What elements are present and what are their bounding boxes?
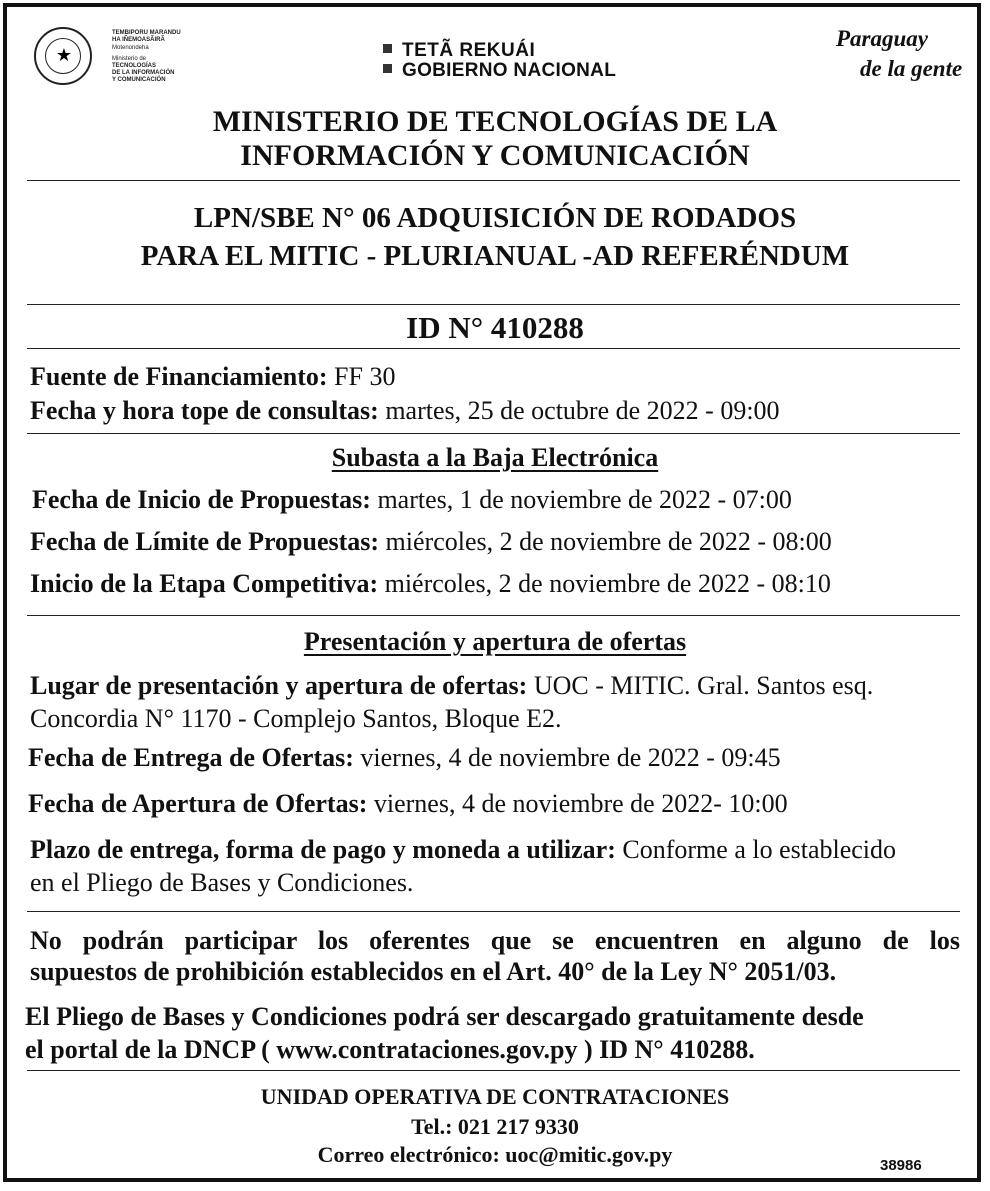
square-bullet-icon: [383, 64, 392, 73]
financing-source: Fuente de Financiamiento: FF 30: [30, 362, 396, 391]
divider: [27, 615, 960, 616]
ministry-logo-line: TEMBIPORU MARANDU: [112, 30, 181, 36]
offers-heading: Presentación y apertura de ofertas: [303, 627, 687, 656]
delivery-terms-cont: en el Pliego de Bases y Condiciones.: [30, 868, 414, 897]
tender-title-line2: PARA EL MITIC - PLURIANUAL -AD REFERÉNDUM: [140, 240, 850, 272]
slogan-line2: de la gente: [860, 56, 963, 81]
ministry-logo-line: HA IÑEMOASÃIRÃ: [112, 37, 165, 43]
ministry-logo-line: TECNOLOGÍAS: [112, 63, 157, 69]
consult-deadline: Fecha y hora tope de consultas: martes, 25 de octubre de 2022 - 09:00: [30, 396, 780, 425]
divider: [27, 348, 960, 349]
tender-title-line1: LPN/SBE N° 06 ADQUISICIÓN DE RODADOS: [193, 202, 797, 234]
divider: [27, 911, 960, 912]
government-logo-line2: GOBIERNO NACIONAL: [383, 60, 616, 82]
prohibition-notice-line2: supuestos de prohibición establecidos en el Art. 40° de la Ley N° 2051/03.: [30, 957, 837, 986]
divider: [27, 433, 960, 434]
offer-place-address: Concordia N° 1170 - Complejo Santos, Bloque E2.: [30, 704, 562, 733]
ministry-logo-line: Motenondeha: [112, 45, 149, 51]
contact-phone: Tel.: 021 217 9330: [411, 1114, 579, 1139]
procurement-unit: UNIDAD OPERATIVA DE CONTRATACIONES: [260, 1084, 730, 1109]
delivery-terms: Plazo de entrega, forma de pago y moneda a utilizar: Conforme a lo establecido: [30, 835, 897, 864]
divider: [27, 1070, 960, 1071]
prohibition-notice-line1: No podrán participar los oferentes que se encuentren en alguno de los: [30, 926, 960, 955]
ministry-logo-line: Ministerio de: [112, 56, 147, 62]
ad-reference-number: 38986: [880, 1157, 922, 1174]
ministry-logo-line: DE LA INFORMACIÓN: [112, 70, 175, 76]
square-bullet-icon: [383, 44, 392, 53]
competitive-stage-start: Inicio de la Etapa Competitiva: miércoles, 2 de noviembre de 2022 - 08:10: [30, 569, 831, 598]
download-notice-line2: el portal de la DNCP ( www.contrataciones.gov.py ) ID N° 410288.: [25, 1035, 755, 1064]
ministry-title-line1: MINISTERIO DE TECNOLOGÍAS DE LA: [212, 105, 778, 138]
download-notice-line1: El Pliego de Bases y Condiciones podrá ser descargado gratuitamente desde: [25, 1002, 864, 1031]
proposal-start-date: Fecha de Inicio de Propuestas: martes, 1 de noviembre de 2022 - 07:00: [32, 485, 792, 514]
divider: [27, 180, 960, 181]
offer-delivery-date: Fecha de Entrega de Ofertas: viernes, 4 de noviembre de 2022 - 09:45: [28, 743, 781, 772]
national-seal-logo: ★: [34, 27, 92, 85]
ministry-title-line2: INFORMACIÓN Y COMUNICACIÓN: [240, 139, 750, 172]
offer-place: Lugar de presentación y apertura de ofertas: UOC - MITIC. Gral. Santos esq.: [30, 671, 874, 700]
divider: [27, 304, 960, 305]
offer-opening-date: Fecha de Apertura de Ofertas: viernes, 4 de noviembre de 2022- 10:00: [28, 789, 788, 818]
ministry-logo-line: Y COMUNICACIÓN: [112, 77, 166, 83]
contact-email: Correo electrónico: uoc@mitic.gov.py: [317, 1142, 673, 1167]
slogan-line1: Paraguay: [836, 26, 928, 51]
auction-heading: Subasta a la Baja Electrónica: [331, 443, 659, 472]
government-logo-line1: TETÃ REKUÁI: [383, 40, 535, 62]
proposal-limit-date: Fecha de Límite de Propuestas: miércoles, 2 de noviembre de 2022 - 08:00: [30, 527, 832, 556]
tender-id: ID N° 410288: [406, 310, 584, 345]
